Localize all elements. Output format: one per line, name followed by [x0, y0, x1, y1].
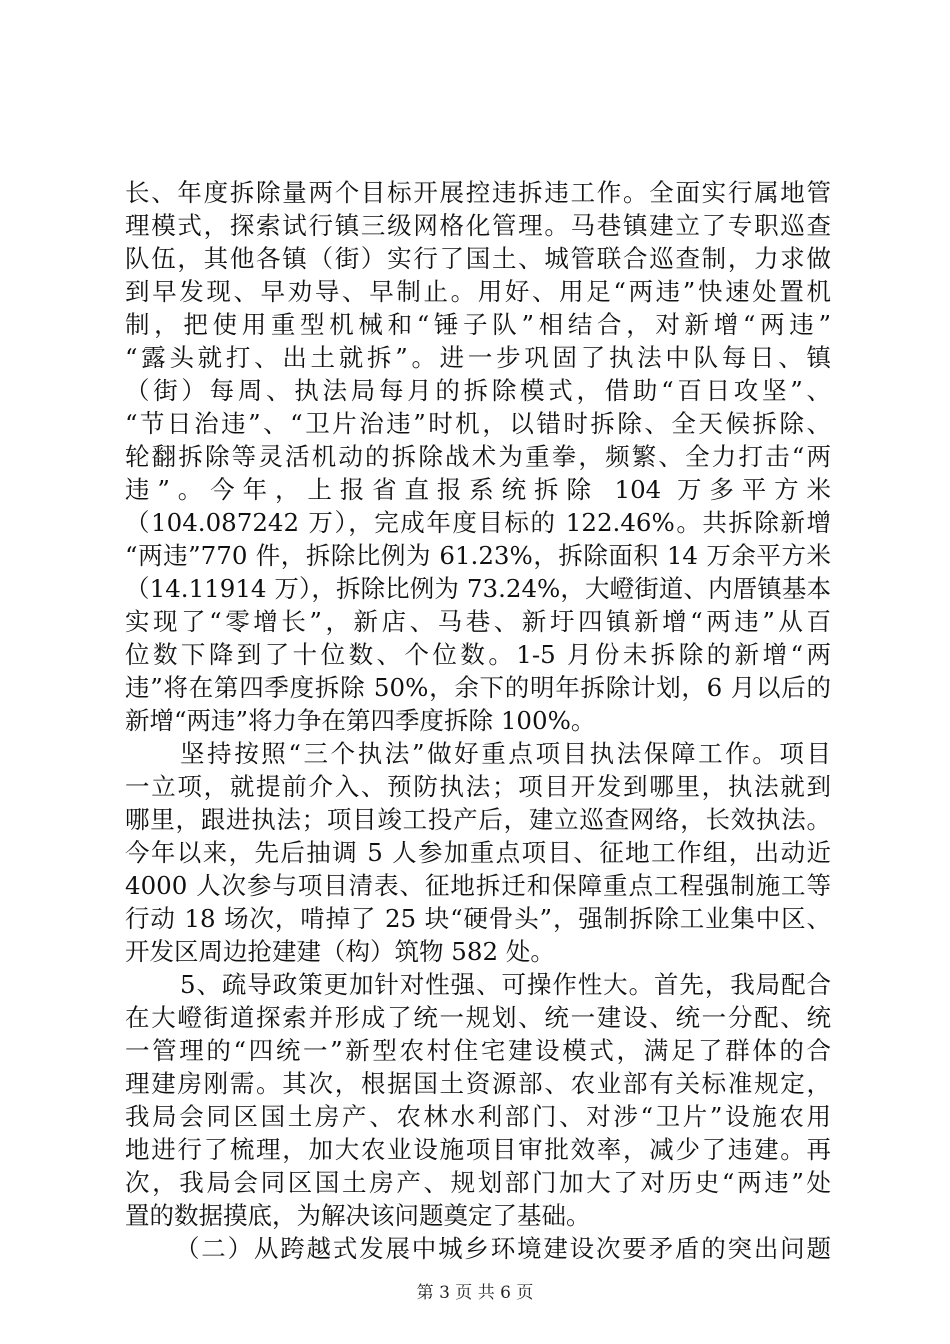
- text-line: 违”。今年，上报省直报系统拆除 104 万多平方米: [125, 475, 831, 504]
- text-line: 一管理的“四统一”新型农村住宅建设模式，满足了群体的合: [125, 1036, 831, 1065]
- text-line: “露头就打、出土就拆”。进一步巩固了执法中队每日、镇: [125, 343, 831, 372]
- text-line: 理建房刚需。其次，根据国土资源部、农业部有关标准规定，: [125, 1069, 831, 1098]
- text-line: 4000 人次参与项目清表、征地拆迁和保障重点工程强制施工等: [125, 871, 831, 900]
- text-line: 一立项，就提前介入、预防执法；项目开发到哪里，执法就到: [125, 772, 831, 801]
- text-line: “节日治违”、“卫片治违”时机，以错时拆除、全天候拆除、: [125, 409, 831, 438]
- text-line: 队伍，其他各镇（街）实行了国土、城管联合巡查制，力求做: [125, 244, 831, 273]
- text-line: 轮翻拆除等灵活机动的拆除战术为重拳，频繁、全力打击“两: [125, 442, 831, 471]
- text-line: 长、年度拆除量两个目标开展控违拆违工作。全面实行属地管: [125, 178, 831, 207]
- text-line: 制，把使用重型机械和“锤子队”相结合，对新增“两违”: [125, 310, 831, 339]
- text-line: 我局会同区国土房产、农林水利部门、对涉“卫片”设施农用: [125, 1102, 831, 1131]
- text-line: （104.087242 万），完成年度目标的 122.46%。共拆除新增: [125, 508, 831, 537]
- text-line: 开发区周边抢建建（构）筑物 582 处。: [125, 937, 555, 966]
- text-line: 新增“两违”将力争在第四季度拆除 100%。: [125, 706, 596, 735]
- text-line: 位数下降到了十位数、个位数。1-5 月份未拆除的新增“两: [125, 640, 831, 669]
- text-line: 违”将在第四季度拆除 50%，余下的明年拆除计划，6 月以后的: [125, 673, 831, 702]
- text-line: 哪里，跟进执法；项目竣工投产后，建立巡查网络，长效执法。: [125, 805, 831, 834]
- text-line: “两违”770 件，拆除比例为 61.23%，拆除面积 14 万余平方米: [125, 541, 831, 570]
- text-line: （14.11914 万），拆除比例为 73.24%，大嶝街道、内厝镇基本: [125, 574, 831, 603]
- text-line: 置的数据摸底，为解决该问题奠定了基础。: [125, 1201, 591, 1230]
- text-line: 在大嶝街道探索并形成了统一规划、统一建设、统一分配、统: [125, 1003, 831, 1032]
- text-line: 今年以来，先后抽调 5 人参加重点项目、征地工作组，出动近: [125, 838, 831, 867]
- text-line: 理模式，探索试行镇三级网格化管理。马巷镇建立了专职巡查: [125, 211, 831, 240]
- text-line: 到早发现、早劝导、早制止。用好、用足“两违”快速处置机: [125, 277, 831, 306]
- text-line: 实现了“零增长”，新店、马巷、新圩四镇新增“两违”从百: [125, 607, 831, 636]
- section-heading: （二）从跨越式发展中城乡环境建设次要矛盾的突出问题: [175, 1234, 831, 1263]
- paragraph-first-line: 5、疏导政策更加针对性强、可操作性大。首先，我局配合: [180, 970, 831, 999]
- text-line: （街）每周、执法局每月的拆除模式，借助“百日攻坚”、: [125, 376, 831, 405]
- page-number-footer: 第 3 页 共 6 页: [416, 1283, 534, 1303]
- text-line: 行动 18 场次，啃掉了 25 块“硬骨头”，强制拆除工业集中区、: [125, 904, 831, 933]
- text-line: 地进行了梳理，加大农业设施项目审批效率，减少了违建。再: [125, 1135, 831, 1164]
- paragraph-first-line: 坚持按照“三个执法”做好重点项目执法保障工作。项目: [180, 739, 831, 768]
- text-line: 次，我局会同区国土房产、规划部门加大了对历史“两违”处: [125, 1168, 831, 1197]
